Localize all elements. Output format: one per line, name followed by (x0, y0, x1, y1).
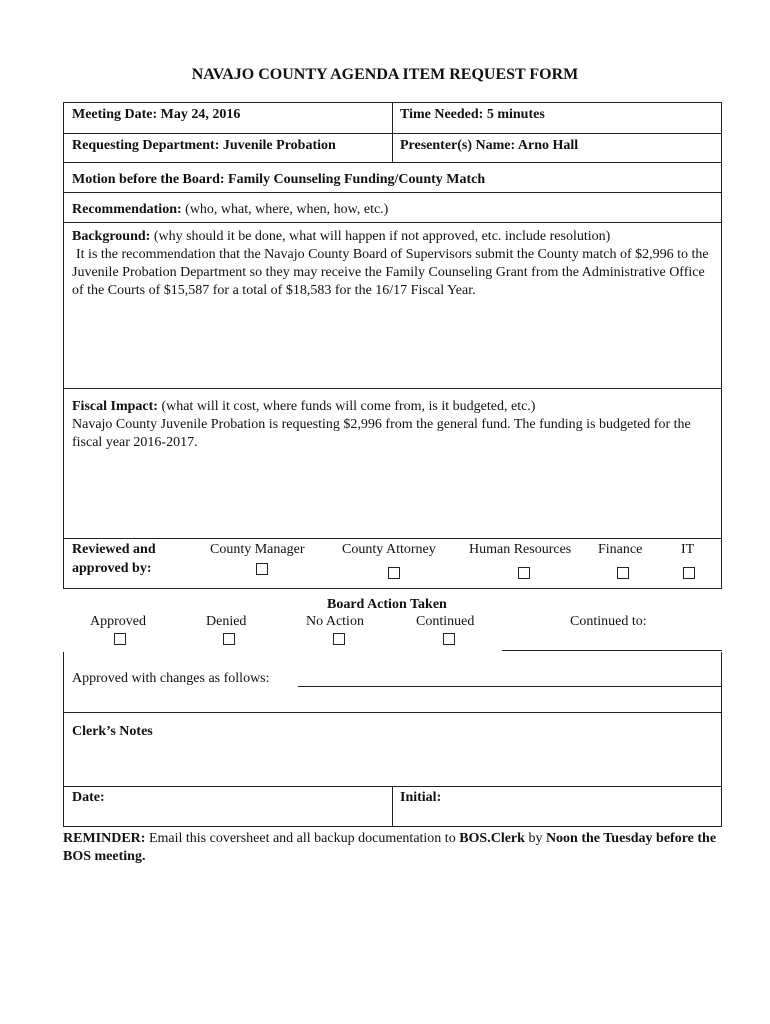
initial-label: Initial: (400, 790, 442, 805)
reviewer-human-resources: Human Resources (469, 542, 572, 557)
form-title: NAVAJO COUNTY AGENDA ITEM REQUEST FORM (191, 66, 579, 83)
option-denied: Denied (206, 614, 247, 629)
reminder-email: BOS.Clerk (459, 831, 525, 846)
border-left (63, 102, 64, 588)
board-action-title: Board Action Taken (327, 597, 447, 612)
reviewer-county-attorney: County Attorney (342, 542, 436, 557)
divider (63, 588, 722, 589)
border-right (721, 102, 722, 588)
reviewer-county-manager: County Manager (210, 542, 305, 557)
fiscal-label: Fiscal Impact: (72, 399, 158, 414)
time-needed: Time Needed: 5 minutes (400, 107, 545, 122)
reminder-text-2: by (524, 831, 546, 846)
date-label: Date: (72, 790, 105, 805)
divider (63, 538, 722, 539)
continued-checkbox[interactable] (443, 633, 455, 645)
option-continued: Continued (416, 614, 475, 629)
county-attorney-checkbox[interactable] (388, 567, 400, 579)
approved-by-label: approved by: (72, 561, 152, 576)
continued-to-label: Continued to: (570, 614, 647, 629)
reminder (63, 830, 723, 866)
column-divider (392, 786, 393, 827)
fiscal-heading (72, 398, 535, 416)
recommendation-hint: (who, what, where, when, how, etc.) (185, 202, 389, 217)
background-text: It is the recommendation that the Navajo County Board of Supervisors submit the County match of $2,996 to the Juvenile Probation Department so they may receive the Family Counseling Grant from the Administrative Office of the Courts of $15,587 for a total of $18,583 for the 16/17 Fiscal Year. (72, 247, 709, 298)
divider (63, 712, 722, 713)
motion: Motion before the Board: Family Counseling Funding/County Match (72, 172, 486, 187)
divider (63, 222, 722, 223)
background-heading (72, 228, 610, 246)
reviewer-it: IT (681, 542, 695, 557)
background-hint: (why should it be done, what will happen if not approved, etc. include resolution) (153, 229, 611, 244)
clerks-notes-label: Clerk’s Notes (72, 724, 153, 739)
option-approved: Approved (90, 614, 146, 629)
border-left (63, 652, 64, 827)
fiscal-text: Navajo County Juvenile Probation is requesting $2,996 from the general fund. The funding is budgeted for the fiscal year 2016-2017. (72, 417, 691, 450)
option-no-action: No Action (306, 614, 364, 629)
reminder-text: Email this coversheet and all backup documentation to (145, 831, 460, 846)
continued-to-field[interactable] (502, 650, 722, 651)
background-label: Background: (72, 229, 151, 244)
meeting-date: Meeting Date: May 24, 2016 (72, 107, 241, 122)
reviewer-finance: Finance (598, 542, 643, 557)
divider (63, 162, 722, 163)
border-right (721, 652, 722, 827)
reminder-label: REMINDER: (63, 831, 146, 846)
reviewed-label: Reviewed and (72, 542, 156, 557)
fiscal-hint: (what will it cost, where funds will come from, is it budgeted, etc.) (161, 399, 536, 414)
approved-changes-field[interactable] (298, 686, 722, 687)
presenter-name: Presenter(s) Name: Arno Hall (400, 138, 579, 153)
divider (63, 192, 722, 193)
human-resources-checkbox[interactable] (518, 567, 530, 579)
recommendation-label: Recommendation: (72, 202, 182, 217)
it-checkbox[interactable] (683, 567, 695, 579)
no-action-checkbox[interactable] (333, 633, 345, 645)
denied-checkbox[interactable] (223, 633, 235, 645)
requesting-department: Requesting Department: Juvenile Probation (72, 138, 336, 153)
approved-changes-label: Approved with changes as follows: (72, 671, 270, 686)
county-manager-checkbox[interactable] (256, 563, 268, 575)
recommendation (72, 201, 388, 219)
finance-checkbox[interactable] (617, 567, 629, 579)
divider (63, 388, 722, 389)
column-divider (392, 102, 393, 162)
approved-checkbox[interactable] (114, 633, 126, 645)
reminder-deadline: Noon the Tuesday before the BOS meeting. (63, 831, 717, 864)
